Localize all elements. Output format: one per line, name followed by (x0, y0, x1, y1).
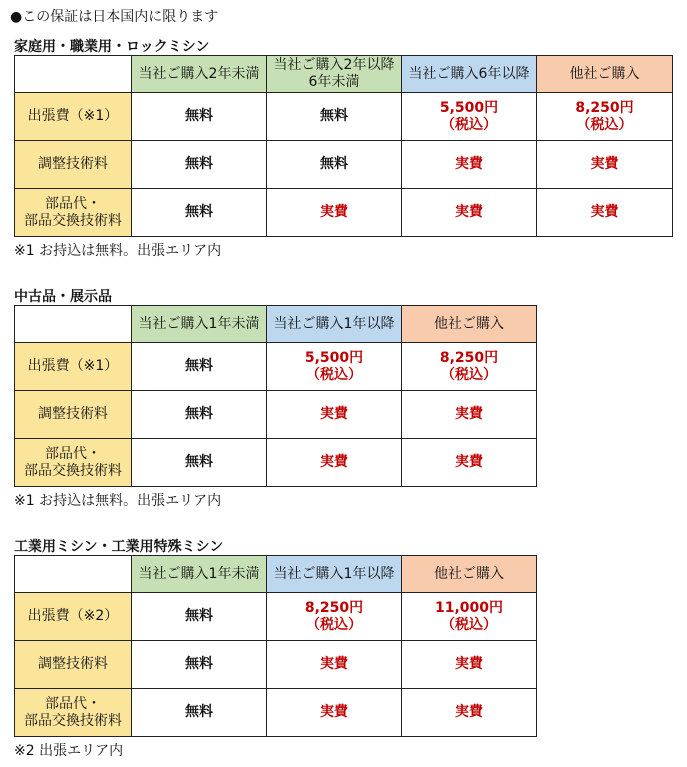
table-cell (402, 439, 537, 487)
cell-value: 実費 (455, 656, 483, 672)
table-cell (132, 439, 267, 487)
row-label-travel-fee: 出張費（※2） (15, 593, 132, 641)
table-corner (15, 556, 132, 593)
column-header: 他社ご購入 (402, 556, 537, 593)
footnote: ※1 お持込は無料。出張エリア内 (14, 493, 222, 509)
table-cell (267, 641, 402, 689)
cell-value: 無料 (185, 608, 213, 624)
cell-value: 実費 (590, 156, 619, 172)
table-corner (15, 306, 132, 343)
column-header: 当社ご購入1年未満 (132, 306, 267, 343)
table-cell (267, 391, 402, 439)
cell-value: 11,000円 （税込） (434, 599, 504, 633)
table-cell (402, 93, 537, 141)
section-title-industrial: 工業用ミシン・工業用特殊ミシン (14, 539, 224, 555)
table-cell (132, 343, 267, 391)
pricing-table-industrial (14, 555, 537, 737)
table-cell (537, 93, 673, 141)
pricing-table-used (14, 305, 537, 487)
cell-value: 無料 (185, 656, 213, 672)
cell-value: 実費 (590, 204, 619, 220)
cell-value: 5,500円 （税込） (304, 349, 364, 383)
table-cell (267, 189, 402, 237)
cell-value: 実費 (320, 204, 348, 220)
table-cell (402, 343, 537, 391)
column-header: 当社ご購入2年未満 (132, 56, 267, 93)
table-cell (132, 93, 267, 141)
table-cell (132, 689, 267, 737)
column-header: 当社ご購入1年未満 (132, 556, 267, 593)
table-cell (267, 343, 402, 391)
table-cell (267, 439, 402, 487)
table-cell (267, 593, 402, 641)
cell-value: 実費 (455, 406, 483, 422)
cell-value: 実費 (455, 204, 483, 220)
table-cell (132, 391, 267, 439)
cell-value: 実費 (320, 656, 348, 672)
row-label-adjustment-fee: 調整技術料 (15, 391, 132, 439)
cell-value: 5,500円 （税込） (439, 99, 499, 133)
section-title-household: 家庭用・職業用・ロックミシン (14, 39, 210, 55)
cell-value: 実費 (455, 704, 483, 720)
column-header: 当社ご購入1年以降 (267, 556, 402, 593)
table-cell (267, 141, 402, 189)
cell-value: 無料 (185, 204, 213, 220)
table-cell (132, 189, 267, 237)
column-header: 他社ご購入 (402, 306, 537, 343)
row-label-adjustment-fee: 調整技術料 (15, 641, 132, 689)
cell-value: 8,250円 （税込） (304, 599, 364, 633)
table-cell (132, 593, 267, 641)
column-header: 他社ご購入 (537, 56, 673, 93)
table-cell (402, 391, 537, 439)
footnote: ※2 出張エリア内 (14, 743, 124, 759)
row-label-travel-fee: 出張費（※1） (15, 343, 132, 391)
column-header: 当社ご購入1年以降 (267, 306, 402, 343)
cell-value: 無料 (185, 454, 213, 470)
cell-value: 無料 (185, 156, 213, 172)
row-label-parts-fee: 部品代・ 部品交換技術料 (15, 189, 132, 237)
pricing-table-household (14, 55, 673, 237)
cell-value: 実費 (455, 454, 483, 470)
table-cell (132, 141, 267, 189)
table-corner (15, 56, 132, 93)
row-label-travel-fee: 出張費（※1） (15, 93, 132, 141)
cell-value: 実費 (320, 406, 348, 422)
cell-value: 無料 (185, 704, 213, 720)
column-header-line: 当社ご購入2年以降 6年未満 (273, 57, 395, 90)
cell-value: 実費 (320, 454, 348, 470)
table-cell (132, 641, 267, 689)
table-cell (402, 141, 537, 189)
row-label-adjustment-fee: 調整技術料 (15, 141, 132, 189)
column-header: 当社ご購入6年以降 (402, 56, 537, 93)
footnote: ※1 お持込は無料。出張エリア内 (14, 243, 222, 259)
cell-value: 無料 (320, 156, 348, 172)
table-cell (267, 689, 402, 737)
row-label-parts-fee: 部品代・ 部品交換技術料 (15, 439, 132, 487)
column-header (267, 56, 402, 93)
cell-value: 無料 (185, 108, 213, 124)
section-title-used: 中古品・展示品 (14, 289, 112, 305)
cell-value: 実費 (320, 704, 348, 720)
table-cell (402, 189, 537, 237)
table-cell (537, 141, 673, 189)
table-cell (267, 93, 402, 141)
table-cell (537, 189, 673, 237)
table-cell (402, 689, 537, 737)
cell-value: 無料 (320, 108, 348, 124)
table-cell (402, 641, 537, 689)
table-cell (402, 593, 537, 641)
cell-value: 実費 (455, 156, 483, 172)
cell-value: 8,250円 （税込） (439, 349, 499, 383)
cell-value: 8,250円 （税込） (575, 99, 634, 133)
cell-value: 無料 (185, 406, 213, 422)
row-label-parts-fee: 部品代・ 部品交換技術料 (15, 689, 132, 737)
cell-value: 無料 (185, 358, 213, 374)
warranty-scope-note: ●この保証は日本国内に限ります (10, 9, 219, 25)
